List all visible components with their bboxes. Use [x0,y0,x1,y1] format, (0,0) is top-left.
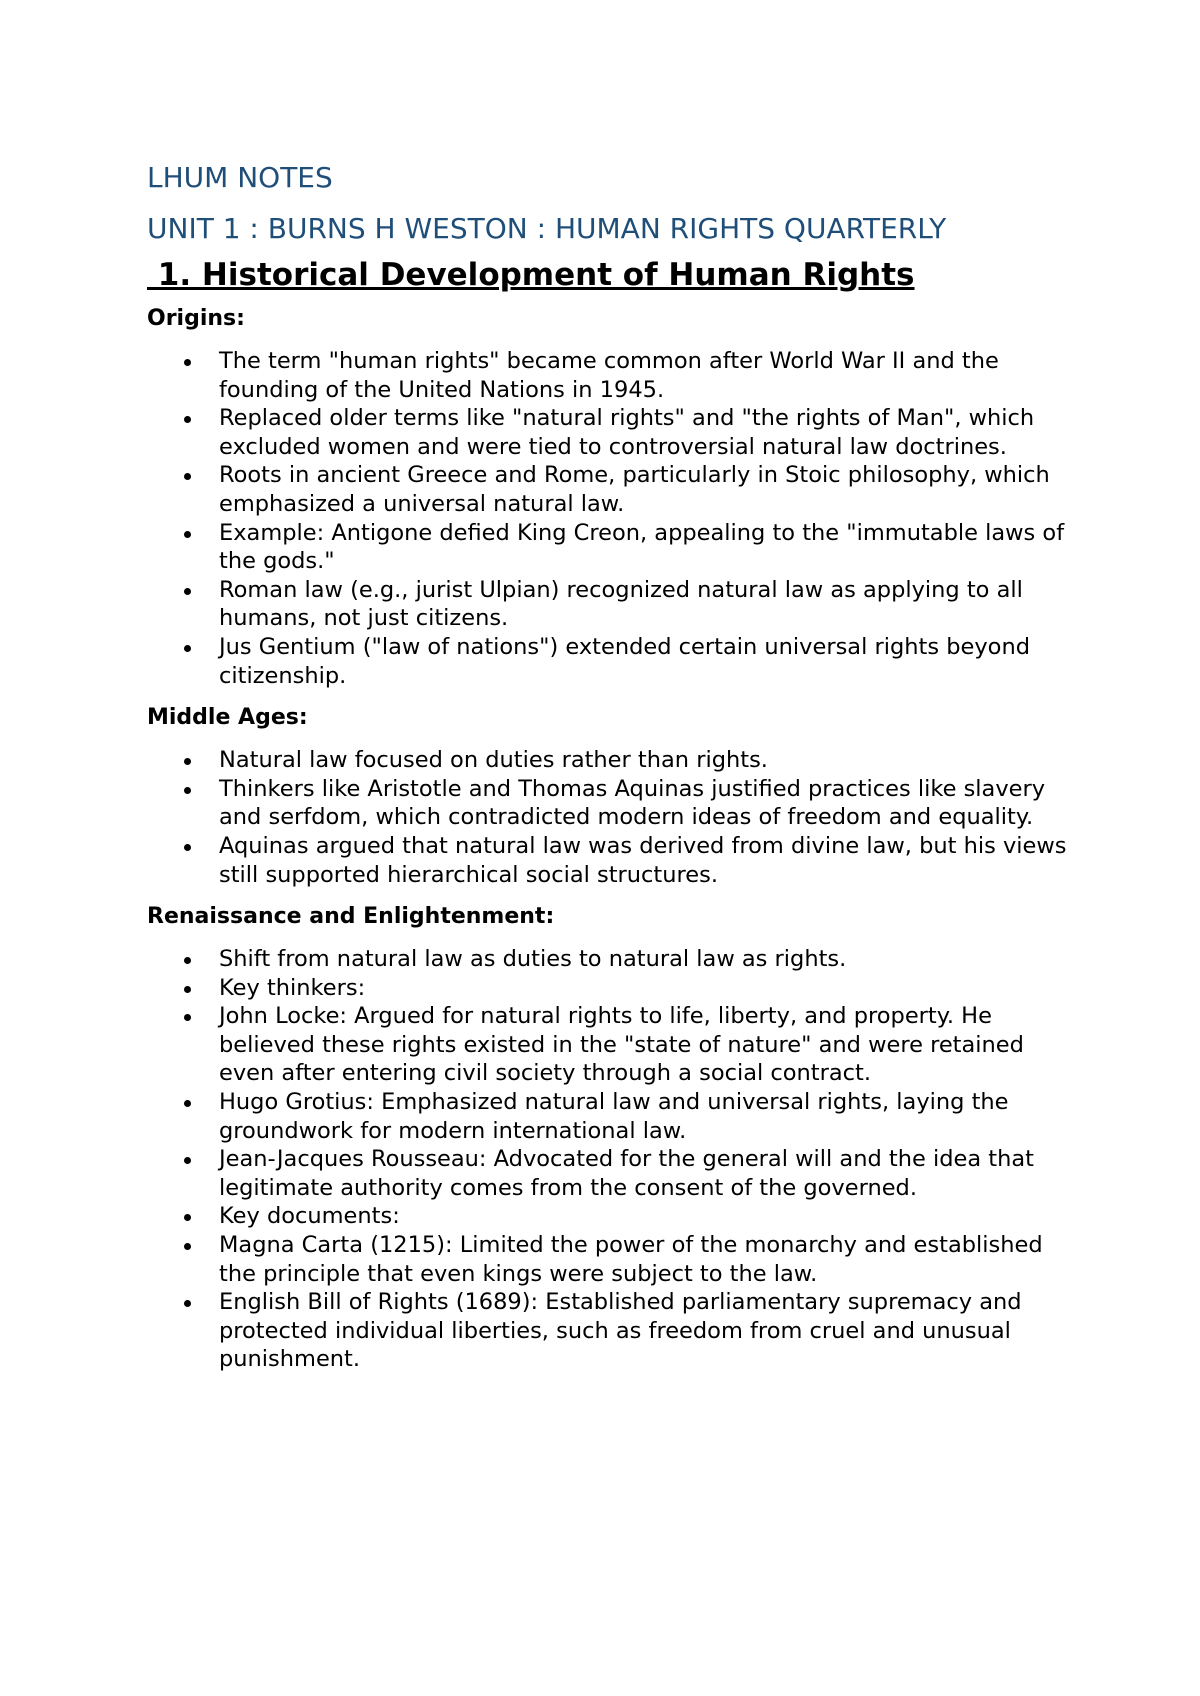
section-heading: 1. Historical Development of Human Rights [147,257,915,293]
list-item [147,404,1067,461]
list-item-text: Roman law (e.g., jurist Ulpian) recognized natural law as applying to all humans, not just citizens. [219,576,1023,632]
list-item [147,1002,1067,1088]
subsection-heading-origins: Origins: [147,306,245,331]
list-item-text: Key documents: [219,1203,400,1230]
list-item-text: Jean-Jacques Rousseau: Advocated for the general will and the idea that legitimate authority comes from the consent of the governed. [219,1146,1034,1201]
list-item-text: Thinkers like Aristotle and Thomas Aquinas justified practices like slavery and serfdom, which contradicted modern ideas of freedom and equality. [219,775,1046,831]
list-item-text: Roots in ancient Greece and Rome, particularly in Stoic philosophy, which emphasized a universal natural law. [219,462,1050,517]
bullet-dot-icon [184,473,191,480]
list-item-text: Replaced older terms like "natural rights" and "the rights of Man", which excluded women and were tied to controversial natural law doctrines. [219,405,1035,460]
list-item [147,775,1067,832]
list-item [147,974,1067,1003]
list-item-text: Natural law focused on duties rather than rights. [219,747,768,774]
bullet-list-renaissance-and-enlightenment [147,945,1067,1374]
bullet-dot-icon [184,359,191,366]
subsection-heading-middle-ages: Middle Ages: [147,705,308,731]
list-item-text: Key thinkers: [219,974,366,1001]
subsection-heading-renaissance-and-enlightenment: Renaissance and Enlightenment: [147,904,555,930]
bullet-dot-icon [184,1300,191,1307]
bullet-dot-icon [184,758,191,765]
list-item-text: Jus Gentium ("law of nations") extended certain universal rights beyond citizenship. [219,633,1030,689]
list-item [147,746,1067,775]
unit-title: UNIT 1 : BURNS H WESTON : HUMAN RIGHTS QUARTERLY [147,212,947,245]
bullet-dot-icon [184,416,191,423]
document-content [147,160,1067,1388]
list-item [147,1231,1067,1288]
list-item-text: Aquinas argued that natural law was derived from divine law, but his views still supported hierarchical social structures. [219,832,1067,888]
list-item [147,1088,1067,1145]
bullet-dot-icon [184,1214,191,1221]
document-title: LHUM NOTES [147,161,333,194]
list-item [147,1288,1067,1374]
list-item [147,945,1067,974]
list-item [147,347,1067,404]
bullet-dot-icon [184,1100,191,1107]
bullet-dot-icon [184,844,191,851]
bullet-dot-icon [184,588,191,595]
bullet-dot-icon [184,1243,191,1250]
list-item-text: English Bill of Rights (1689): Established parliamentary supremacy and protected individual liberties, such as freedom from cruel and unusual punishment. [219,1289,1022,1373]
list-item [147,832,1067,889]
list-item-text: John Locke: Argued for natural rights to life, liberty, and property. He believed these rights existed in the "state of nature" and were retained even after entering civil society through a social contract. [219,1003,1024,1087]
bullet-dot-icon [184,531,191,538]
bullet-dot-icon [184,645,191,652]
bullet-dot-icon [184,1157,191,1164]
list-item [147,1145,1067,1202]
list-item-text: Hugo Grotius: Emphasized natural law and universal rights, laying the groundwork for modern international law. [219,1089,1009,1144]
bullet-dot-icon [184,957,191,964]
list-item-text: Shift from natural law as duties to natural law as rights. [219,946,847,973]
bullet-list-middle-ages [147,746,1067,889]
list-item [147,576,1067,633]
bullet-dot-icon [184,1014,191,1021]
list-item [147,461,1067,518]
list-item [147,519,1067,576]
subsections [147,305,1067,1374]
list-item [147,633,1067,690]
bullet-list-origins [147,347,1067,690]
bullet-dot-icon [184,787,191,794]
list-item-text: The term "human rights" became common after World War II and the founding of the United Nations in 1945. [219,348,999,403]
list-item-text: Magna Carta (1215): Limited the power of the monarchy and established the principle that even kings were subject to the law. [219,1232,1043,1287]
list-item [147,1202,1067,1231]
list-item-text: Example: Antigone defied King Creon, appealing to the "immutable laws of the gods." [219,519,1065,575]
bullet-dot-icon [184,986,191,993]
